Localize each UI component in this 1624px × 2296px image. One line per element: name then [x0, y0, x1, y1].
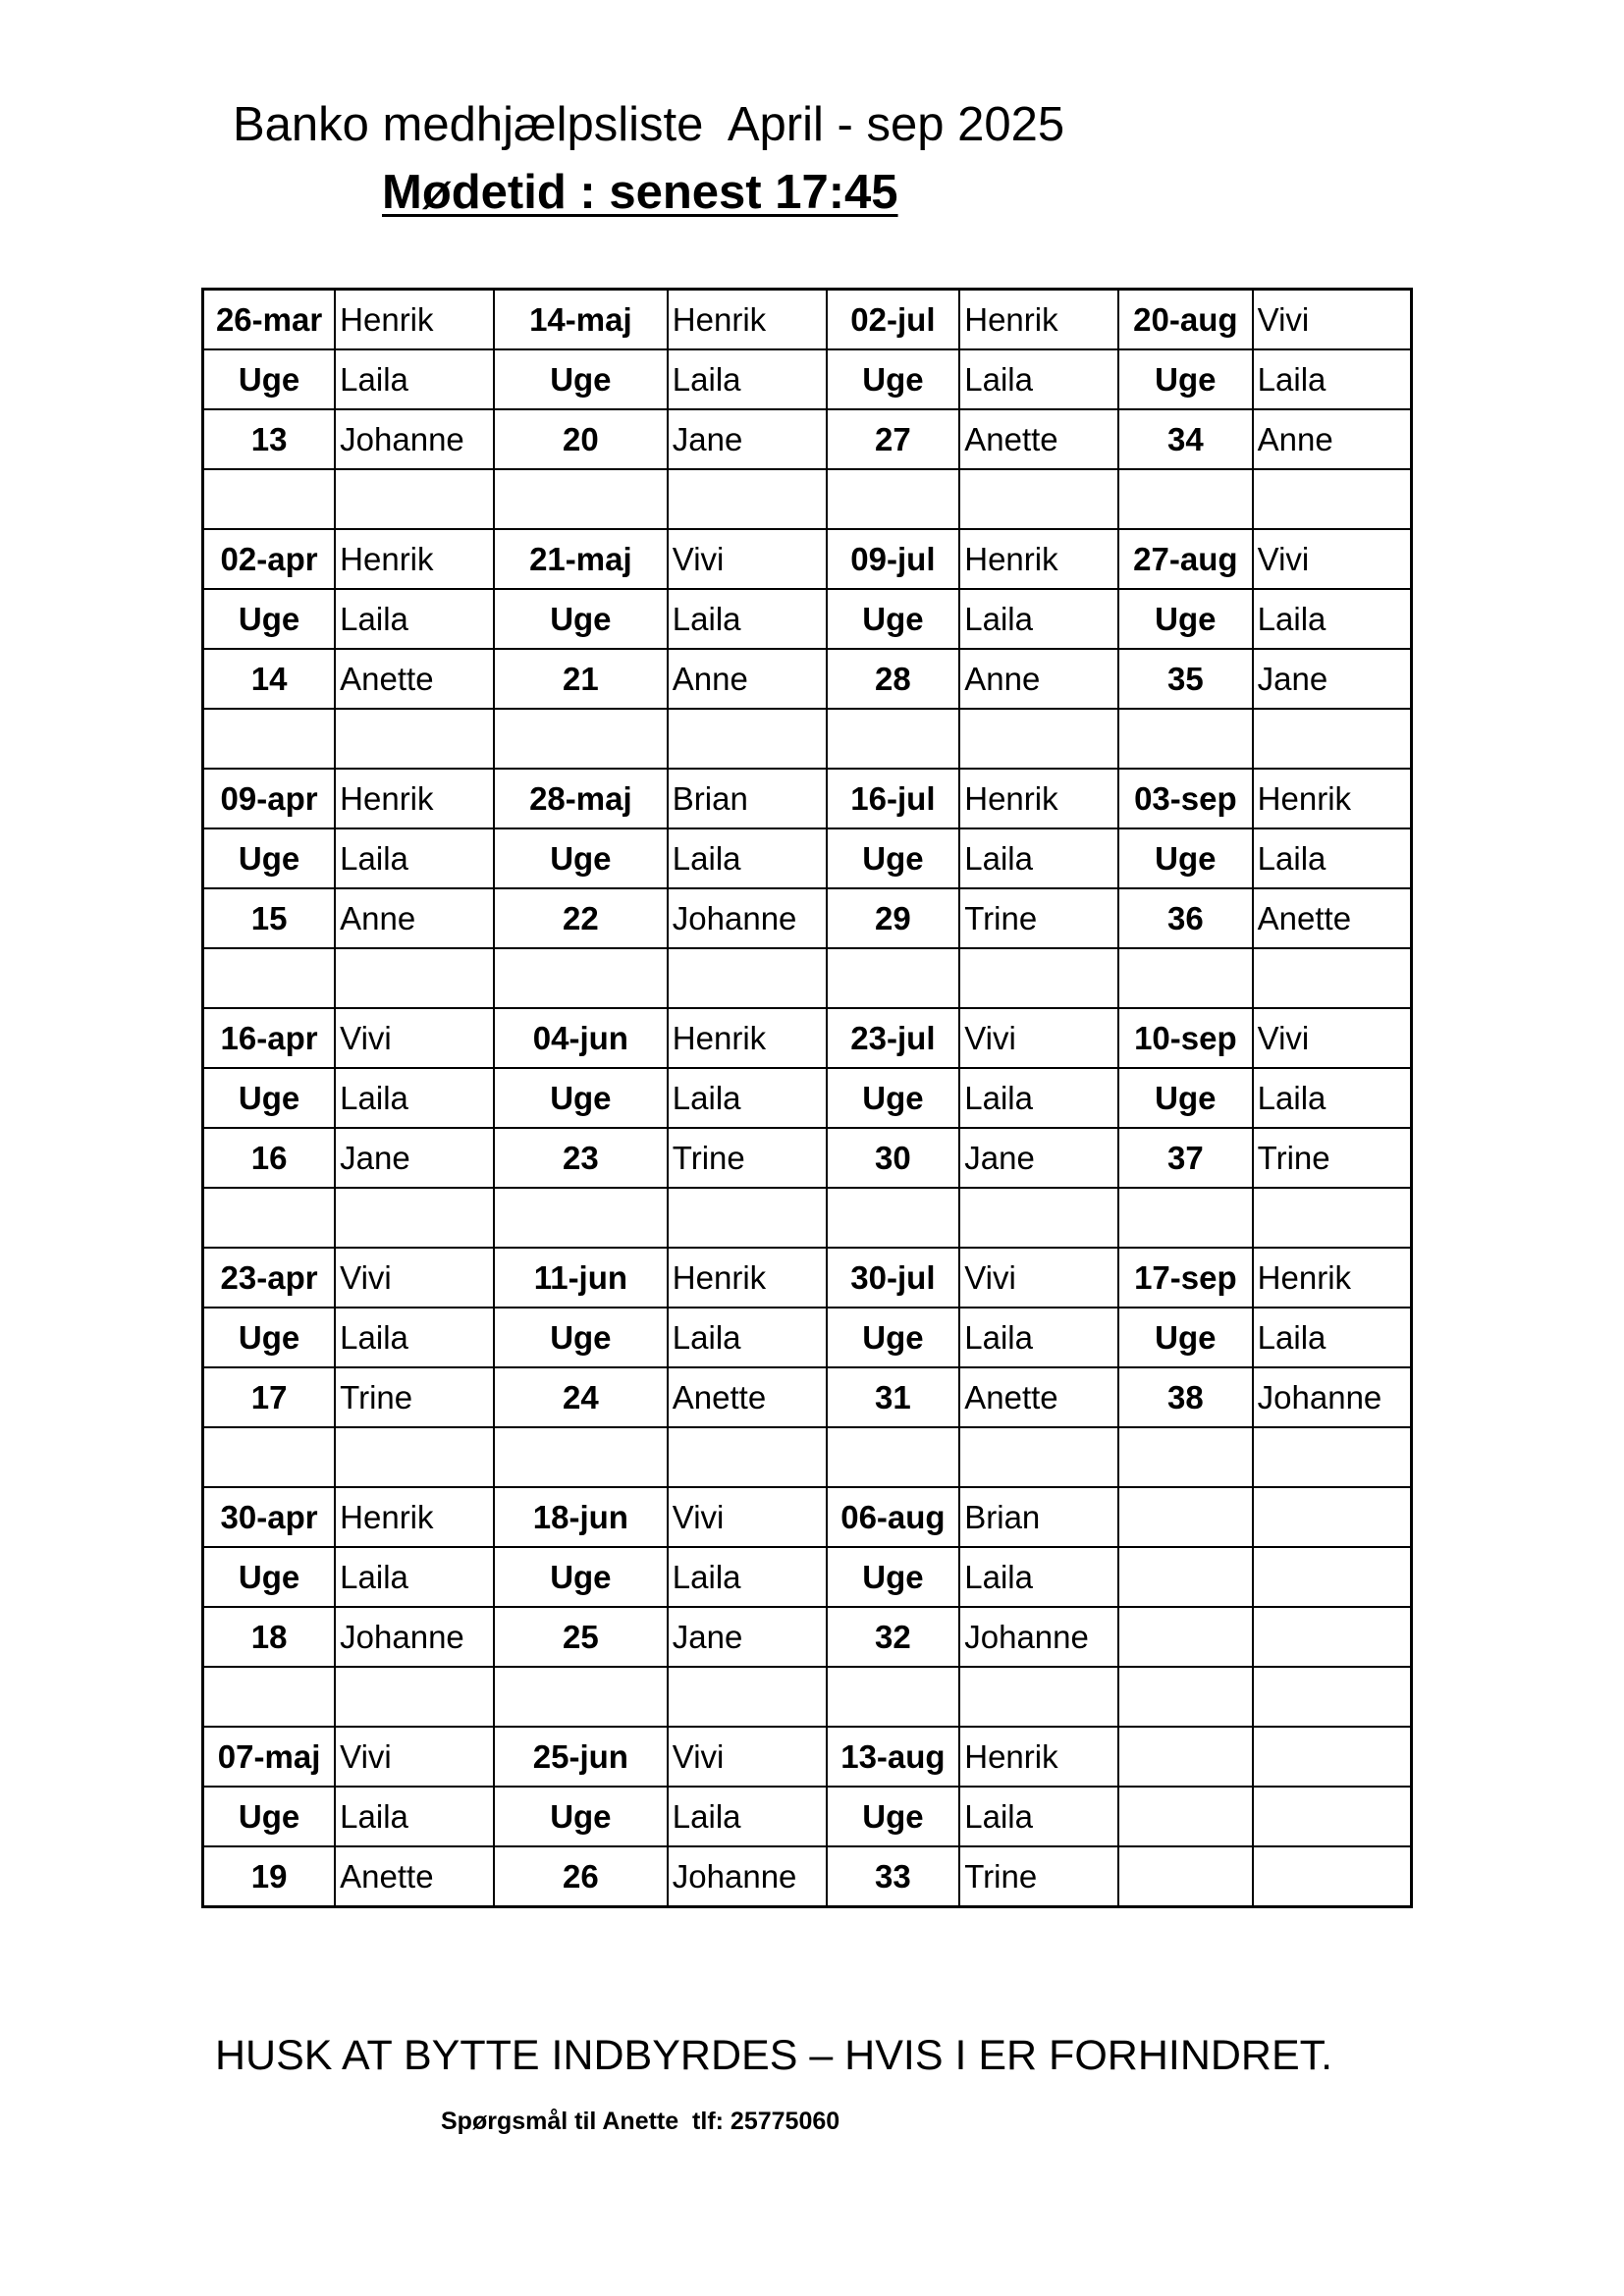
empty-cell: [335, 709, 494, 769]
week-number-cell: 36: [1118, 888, 1253, 948]
week-number-cell: 34: [1118, 409, 1253, 469]
empty-cell: [959, 1427, 1118, 1487]
empty-cell: [1118, 1188, 1253, 1248]
week-label-cell: Uge: [827, 349, 960, 409]
helper-name-cell: Vivi: [668, 529, 827, 589]
helper-name-cell: Brian: [959, 1487, 1118, 1547]
week-label-cell: Uge: [1118, 1308, 1253, 1367]
week-number-cell: 24: [494, 1367, 668, 1427]
helper-name-cell: Laila: [668, 349, 827, 409]
empty-cell: [668, 1667, 827, 1727]
empty-cell: [1253, 1846, 1412, 1907]
helper-name-cell: Trine: [959, 1846, 1118, 1907]
empty-cell: [827, 1427, 960, 1487]
week-number-cell: 15: [203, 888, 336, 948]
helper-name-cell: Henrik: [335, 1487, 494, 1547]
week-label-cell: Uge: [827, 1787, 960, 1846]
week-number-cell: 27: [827, 409, 960, 469]
empty-cell: [959, 469, 1118, 529]
helper-name-cell: Henrik: [335, 769, 494, 828]
date-cell: 30-apr: [203, 1487, 336, 1547]
empty-cell: [1118, 709, 1253, 769]
table-row: [203, 1248, 1412, 1308]
helper-name-cell: Laila: [668, 1308, 827, 1367]
empty-cell: [203, 469, 336, 529]
helper-name-cell: Johanne: [335, 409, 494, 469]
week-label-cell: Uge: [1118, 589, 1253, 649]
swap-reminder: HUSK AT BYTTE INDBYRDES – HVIS I ER FORHINDRET.: [215, 2032, 1333, 2079]
empty-cell: [494, 709, 668, 769]
empty-cell: [1253, 1727, 1412, 1787]
helper-name-cell: Laila: [1253, 1068, 1412, 1128]
helper-name-cell: Brian: [668, 769, 827, 828]
table-row: [203, 1367, 1412, 1427]
empty-cell: [959, 948, 1118, 1008]
table-row: [203, 589, 1412, 649]
date-cell: 30-jul: [827, 1248, 960, 1308]
empty-cell: [1253, 948, 1412, 1008]
helper-name-cell: Laila: [1253, 349, 1412, 409]
empty-cell: [827, 948, 960, 1008]
helper-name-cell: Henrik: [1253, 1248, 1412, 1308]
table-row: [203, 649, 1412, 709]
empty-cell: [494, 1667, 668, 1727]
helper-name-cell: Laila: [668, 1547, 827, 1607]
helper-name-cell: Henrik: [959, 290, 1118, 350]
week-label-cell: Uge: [203, 589, 336, 649]
empty-cell: [668, 469, 827, 529]
date-cell: 17-sep: [1118, 1248, 1253, 1308]
empty-cell: [494, 1188, 668, 1248]
helper-name-cell: Anne: [959, 649, 1118, 709]
date-cell: 14-maj: [494, 290, 668, 350]
week-label-cell: Uge: [827, 1068, 960, 1128]
empty-cell: [1253, 469, 1412, 529]
table-row: [203, 529, 1412, 589]
empty-cell: [1118, 1607, 1253, 1667]
helper-name-cell: Henrik: [668, 290, 827, 350]
empty-cell: [1118, 1487, 1253, 1547]
table-row: [203, 1727, 1412, 1787]
helper-name-cell: Vivi: [335, 1248, 494, 1308]
empty-cell: [1253, 1427, 1412, 1487]
week-label-cell: Uge: [203, 1547, 336, 1607]
helper-name-cell: Vivi: [1253, 1008, 1412, 1068]
helper-name-cell: Laila: [668, 589, 827, 649]
helper-name-cell: Vivi: [1253, 529, 1412, 589]
empty-cell: [668, 948, 827, 1008]
empty-cell: [1118, 1846, 1253, 1907]
date-cell: 06-aug: [827, 1487, 960, 1547]
week-label-cell: Uge: [494, 349, 668, 409]
week-label-cell: Uge: [494, 828, 668, 888]
empty-cell: [668, 709, 827, 769]
helper-name-cell: Laila: [959, 589, 1118, 649]
table-row: [203, 409, 1412, 469]
table-row: [203, 1008, 1412, 1068]
empty-cell: [668, 1427, 827, 1487]
helper-name-cell: Trine: [335, 1367, 494, 1427]
helper-name-cell: Johanne: [668, 888, 827, 948]
table-row: [203, 828, 1412, 888]
helper-name-cell: Henrik: [668, 1008, 827, 1068]
document-title: Banko medhjælpsliste April - sep 2025: [233, 98, 1065, 151]
empty-cell: [1253, 709, 1412, 769]
empty-cell: [1253, 1787, 1412, 1846]
week-number-cell: 32: [827, 1607, 960, 1667]
helper-name-cell: Vivi: [668, 1487, 827, 1547]
week-number-cell: 31: [827, 1367, 960, 1427]
empty-cell: [335, 1427, 494, 1487]
helper-name-cell: Laila: [335, 828, 494, 888]
helper-name-cell: Laila: [335, 1308, 494, 1367]
helper-name-cell: Laila: [668, 1787, 827, 1846]
empty-cell: [1253, 1607, 1412, 1667]
helper-name-cell: Trine: [1253, 1128, 1412, 1188]
helper-name-cell: Jane: [1253, 649, 1412, 709]
helper-name-cell: Henrik: [959, 769, 1118, 828]
helper-name-cell: Anne: [668, 649, 827, 709]
empty-cell: [1253, 1547, 1412, 1607]
week-number-cell: 21: [494, 649, 668, 709]
spacer-row: [203, 948, 1412, 1008]
table-row: [203, 290, 1412, 350]
helper-name-cell: Laila: [335, 349, 494, 409]
table-row: [203, 1487, 1412, 1547]
week-label-cell: Uge: [494, 589, 668, 649]
empty-cell: [203, 1188, 336, 1248]
week-number-cell: 37: [1118, 1128, 1253, 1188]
week-label-cell: Uge: [494, 1787, 668, 1846]
empty-cell: [203, 948, 336, 1008]
week-number-cell: 30: [827, 1128, 960, 1188]
helper-name-cell: Laila: [335, 1787, 494, 1846]
helper-name-cell: Vivi: [335, 1008, 494, 1068]
week-number-cell: 33: [827, 1846, 960, 1907]
helper-name-cell: Laila: [1253, 828, 1412, 888]
date-cell: 11-jun: [494, 1248, 668, 1308]
empty-cell: [668, 1188, 827, 1248]
helper-name-cell: Henrik: [959, 1727, 1118, 1787]
helper-name-cell: Henrik: [335, 290, 494, 350]
date-cell: 02-jul: [827, 290, 960, 350]
empty-cell: [203, 1667, 336, 1727]
week-number-cell: 20: [494, 409, 668, 469]
empty-cell: [335, 948, 494, 1008]
helper-name-cell: Laila: [959, 1787, 1118, 1846]
week-number-cell: 17: [203, 1367, 336, 1427]
helper-name-cell: Laila: [1253, 589, 1412, 649]
date-cell: 16-jul: [827, 769, 960, 828]
week-label-cell: Uge: [1118, 1068, 1253, 1128]
helper-name-cell: Anette: [335, 1846, 494, 1907]
table-row: [203, 1547, 1412, 1607]
date-cell: 26-mar: [203, 290, 336, 350]
helper-name-cell: Anette: [668, 1367, 827, 1427]
week-label-cell: Uge: [494, 1068, 668, 1128]
spacer-row: [203, 1667, 1412, 1727]
table-row: [203, 1068, 1412, 1128]
date-cell: 23-jul: [827, 1008, 960, 1068]
table-row: [203, 769, 1412, 828]
helper-schedule-table: [201, 288, 1413, 1908]
helper-name-cell: Johanne: [335, 1607, 494, 1667]
empty-cell: [203, 1427, 336, 1487]
helper-name-cell: Johanne: [1253, 1367, 1412, 1427]
week-number-cell: 29: [827, 888, 960, 948]
table-row: [203, 888, 1412, 948]
date-cell: 02-apr: [203, 529, 336, 589]
helper-name-cell: Anette: [335, 649, 494, 709]
table-row: [203, 1846, 1412, 1907]
helper-name-cell: Vivi: [668, 1727, 827, 1787]
helper-name-cell: Anette: [959, 1367, 1118, 1427]
helper-name-cell: Laila: [959, 828, 1118, 888]
empty-cell: [1118, 1667, 1253, 1727]
empty-cell: [335, 1667, 494, 1727]
week-label-cell: Uge: [827, 828, 960, 888]
meeting-time-subtitle: Mødetid : senest 17:45: [382, 166, 898, 219]
week-number-cell: 26: [494, 1846, 668, 1907]
date-cell: 16-apr: [203, 1008, 336, 1068]
date-cell: 10-sep: [1118, 1008, 1253, 1068]
helper-name-cell: Vivi: [1253, 290, 1412, 350]
week-label-cell: Uge: [203, 349, 336, 409]
week-label-cell: Uge: [827, 1547, 960, 1607]
date-cell: 09-apr: [203, 769, 336, 828]
date-cell: 13-aug: [827, 1727, 960, 1787]
empty-cell: [1253, 1667, 1412, 1727]
helper-name-cell: Jane: [959, 1128, 1118, 1188]
week-number-cell: 18: [203, 1607, 336, 1667]
helper-name-cell: Trine: [959, 888, 1118, 948]
week-label-cell: Uge: [203, 1068, 336, 1128]
empty-cell: [494, 1427, 668, 1487]
empty-cell: [1253, 1188, 1412, 1248]
week-label-cell: Uge: [827, 1308, 960, 1367]
empty-cell: [827, 1188, 960, 1248]
empty-cell: [959, 1188, 1118, 1248]
empty-cell: [827, 469, 960, 529]
helper-name-cell: Jane: [668, 409, 827, 469]
week-label-cell: Uge: [1118, 349, 1253, 409]
spacer-row: [203, 1427, 1412, 1487]
date-cell: 09-jul: [827, 529, 960, 589]
helper-name-cell: Laila: [668, 1068, 827, 1128]
date-cell: 07-maj: [203, 1727, 336, 1787]
week-number-cell: 25: [494, 1607, 668, 1667]
empty-cell: [827, 1667, 960, 1727]
empty-cell: [959, 1667, 1118, 1727]
empty-cell: [1118, 1547, 1253, 1607]
empty-cell: [494, 948, 668, 1008]
helper-name-cell: Anette: [959, 409, 1118, 469]
empty-cell: [1118, 1727, 1253, 1787]
helper-name-cell: Henrik: [335, 529, 494, 589]
table-row: [203, 1128, 1412, 1188]
helper-name-cell: Henrik: [668, 1248, 827, 1308]
helper-name-cell: Vivi: [959, 1008, 1118, 1068]
week-label-cell: Uge: [494, 1308, 668, 1367]
helper-name-cell: Vivi: [335, 1727, 494, 1787]
week-label-cell: Uge: [827, 589, 960, 649]
spacer-row: [203, 709, 1412, 769]
date-cell: 04-jun: [494, 1008, 668, 1068]
week-number-cell: 28: [827, 649, 960, 709]
week-label-cell: Uge: [1118, 828, 1253, 888]
empty-cell: [1253, 1487, 1412, 1547]
helper-name-cell: Laila: [668, 828, 827, 888]
empty-cell: [1118, 948, 1253, 1008]
empty-cell: [1118, 1427, 1253, 1487]
helper-name-cell: Jane: [335, 1128, 494, 1188]
schedule-body: [203, 290, 1412, 1907]
week-number-cell: 23: [494, 1128, 668, 1188]
helper-name-cell: Laila: [335, 1547, 494, 1607]
date-cell: 20-aug: [1118, 290, 1253, 350]
week-label-cell: Uge: [203, 828, 336, 888]
date-cell: 23-apr: [203, 1248, 336, 1308]
week-label-cell: Uge: [494, 1547, 668, 1607]
helper-name-cell: Laila: [335, 589, 494, 649]
date-cell: 25-jun: [494, 1727, 668, 1787]
week-number-cell: 13: [203, 409, 336, 469]
empty-cell: [1118, 469, 1253, 529]
week-number-cell: 38: [1118, 1367, 1253, 1427]
date-cell: 27-aug: [1118, 529, 1253, 589]
helper-name-cell: Laila: [959, 1547, 1118, 1607]
date-cell: 18-jun: [494, 1487, 668, 1547]
helper-name-cell: Laila: [1253, 1308, 1412, 1367]
empty-cell: [203, 709, 336, 769]
empty-cell: [959, 709, 1118, 769]
week-label-cell: Uge: [203, 1308, 336, 1367]
table-row: [203, 1308, 1412, 1367]
spacer-row: [203, 1188, 1412, 1248]
helper-name-cell: Anette: [1253, 888, 1412, 948]
empty-cell: [494, 469, 668, 529]
week-number-cell: 14: [203, 649, 336, 709]
helper-name-cell: Henrik: [959, 529, 1118, 589]
week-number-cell: 16: [203, 1128, 336, 1188]
helper-name-cell: Laila: [959, 349, 1118, 409]
table-row: [203, 349, 1412, 409]
helper-name-cell: Laila: [959, 1068, 1118, 1128]
helper-name-cell: Laila: [335, 1068, 494, 1128]
spacer-row: [203, 469, 1412, 529]
helper-name-cell: Vivi: [959, 1248, 1118, 1308]
week-label-cell: Uge: [203, 1787, 336, 1846]
empty-cell: [1118, 1787, 1253, 1846]
helper-name-cell: Johanne: [959, 1607, 1118, 1667]
week-number-cell: 19: [203, 1846, 336, 1907]
date-cell: 03-sep: [1118, 769, 1253, 828]
helper-name-cell: Jane: [668, 1607, 827, 1667]
table-row: [203, 1607, 1412, 1667]
helper-name-cell: Trine: [668, 1128, 827, 1188]
table-row: [203, 1787, 1412, 1846]
empty-cell: [335, 1188, 494, 1248]
week-number-cell: 35: [1118, 649, 1253, 709]
helper-name-cell: Johanne: [668, 1846, 827, 1907]
week-number-cell: 22: [494, 888, 668, 948]
helper-name-cell: Anne: [335, 888, 494, 948]
empty-cell: [827, 709, 960, 769]
helper-name-cell: Henrik: [1253, 769, 1412, 828]
helper-name-cell: Anne: [1253, 409, 1412, 469]
helper-name-cell: Laila: [959, 1308, 1118, 1367]
contact-line: Spørgsmål til Anette tlf: 25775060: [441, 2108, 840, 2135]
empty-cell: [335, 469, 494, 529]
date-cell: 28-maj: [494, 769, 668, 828]
date-cell: 21-maj: [494, 529, 668, 589]
